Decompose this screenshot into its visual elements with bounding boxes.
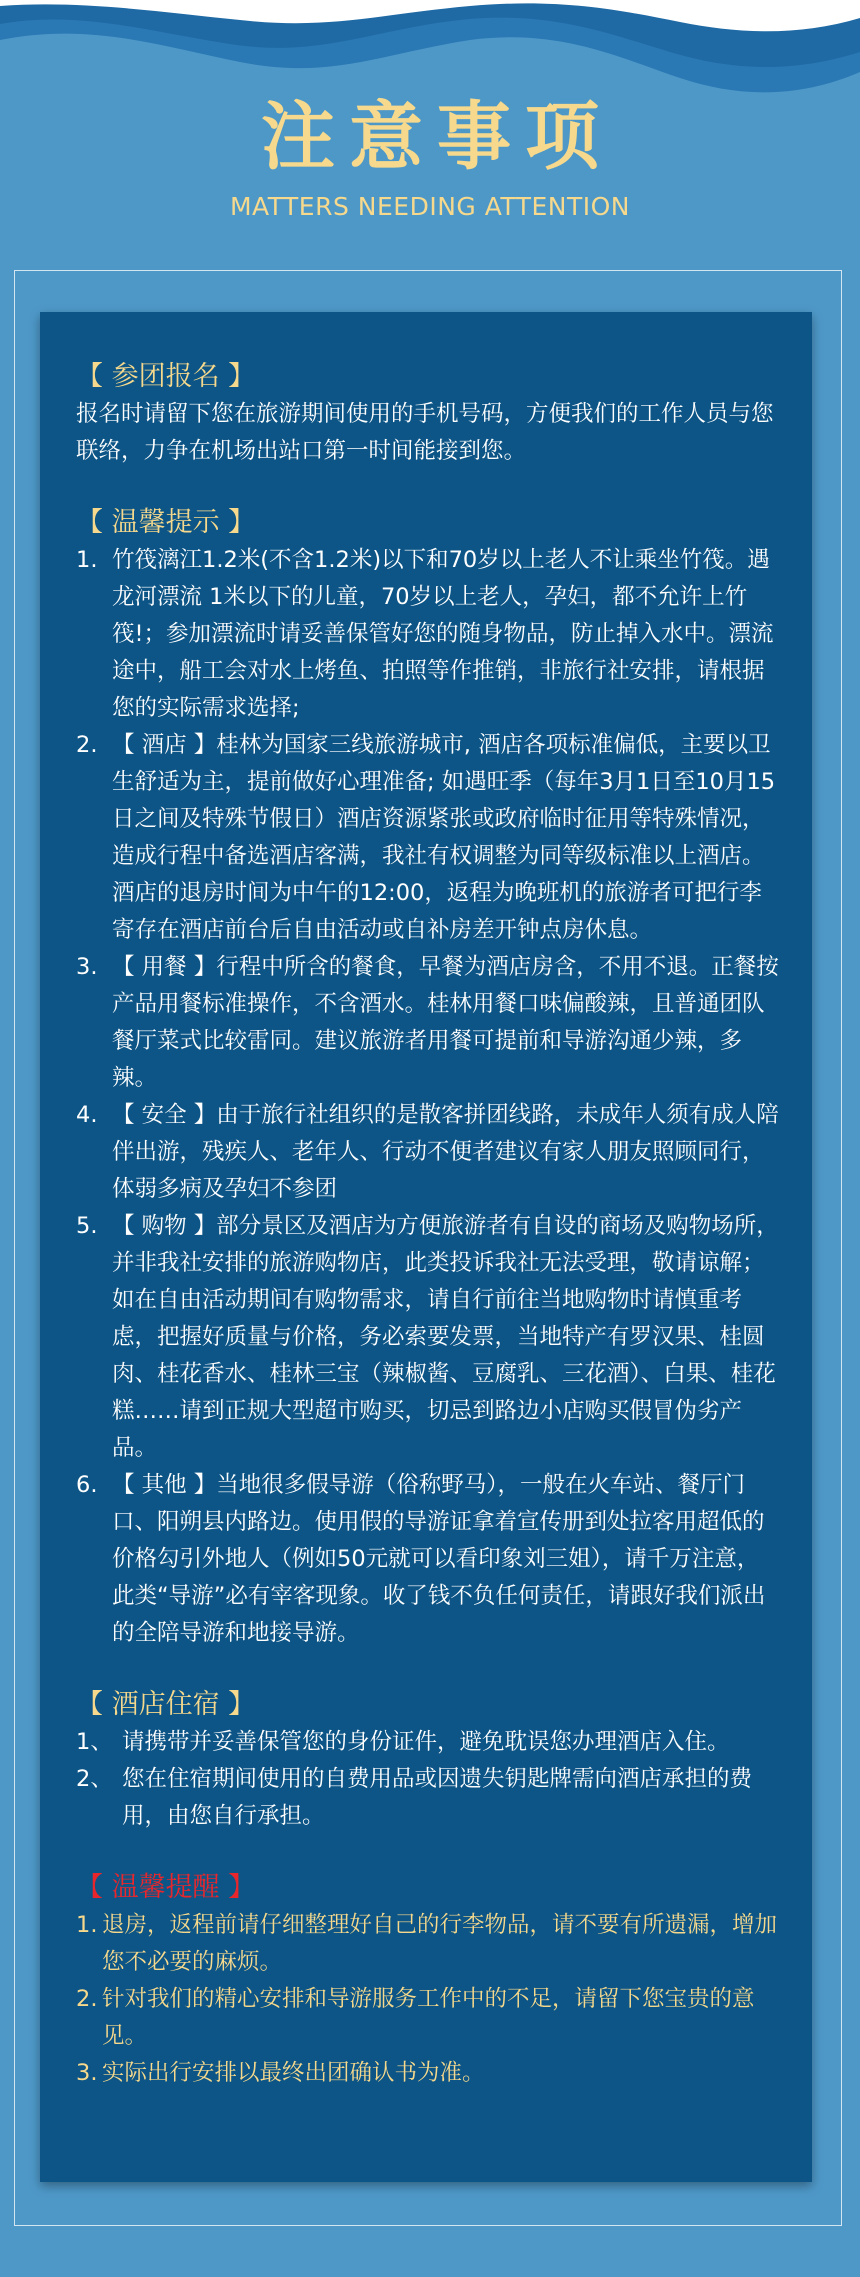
tips-heading: 【 温馨提示 】 xyxy=(76,507,256,538)
hotel-heading: 【 酒店住宿 】 xyxy=(76,1689,256,1720)
reminder-item xyxy=(76,1907,780,1981)
hotel-item-text: 请携带并妥善保管您的身份证件，避免耽误您办理酒店入住。 xyxy=(122,1729,730,1755)
reminder-item-number: 2. xyxy=(76,1986,98,2012)
reminder-item-text: 针对我们的精心安排和导游服务工作中的不足，请留下您宝贵的意见。 xyxy=(102,1986,755,2049)
page-header xyxy=(0,94,860,221)
tips-item-number: 1. xyxy=(76,547,98,573)
tips-item xyxy=(76,1467,780,1652)
tips-item xyxy=(76,1208,780,1467)
tips-item-number: 6. xyxy=(76,1472,98,1498)
reminder-item-text: 退房，返程前请仔细整理好自己的行李物品，请不要有所遗漏，增加您不必要的麻烦。 xyxy=(102,1912,778,1975)
hotel-item xyxy=(76,1724,780,1761)
reminder-heading: 【 温馨提醒 】 xyxy=(76,1872,256,1903)
reminder-item xyxy=(76,1981,780,2055)
reminder-item-number: 1. xyxy=(76,1912,98,1938)
tips-item-text: 【 购物 】部分景区及酒店为方便旅游者有自设的商场及购物场所，并非我社安排的旅游购物店，此类投诉我社无法受理，敬请谅解；如在自由活动期间有购物需求，请自行前往当地购物时请慎重考虑，把握好质量与价格，务必索要发票，当地特产有罗汉果、桂圆肉、桂花香水、桂林三宝（辣椒酱、豆腐乳、三花酒）、白果、桂花糕……请到正规大型超市购买，切忌到路边小店购买假冒伪劣产品。 xyxy=(112,1213,779,1461)
tips-item-number: 3. xyxy=(76,954,98,980)
tips-item-number: 2. xyxy=(76,732,98,758)
hotel-item xyxy=(76,1761,780,1835)
page-title: 注意事项 xyxy=(261,94,613,180)
tips-item-number: 5. xyxy=(76,1213,98,1239)
registration-heading: 【 参团报名 】 xyxy=(76,361,256,392)
tips-item-text: 【 用餐 】行程中所含的餐食，早餐为酒店房含，不用不退。正餐按产品用餐标准操作，不含酒水。桂林用餐口味偏酸辣，且普通团队餐厅菜式比较雷同。建议旅游者用餐可提前和导游沟通少辣，多辣。 xyxy=(112,954,779,1091)
tips-item-text: 竹筏漓江1.2米(不含1.2米)以下和70岁以上老人不让乘坐竹筏。遇龙河漂流 1米以下的儿童，70岁以上老人，孕妇，都不允许上竹筏!；参加漂流时请妥善保管好您的随身物品，防止掉入水中。漂流途中，船工会对水上烤鱼、拍照等作推销，非旅行社安排，请根据您的实际需求选择; xyxy=(112,547,774,721)
reminder-item-text: 实际出行安排以最终出团确认书为准。 xyxy=(102,2060,485,2086)
registration-text: 报名时请留下您在旅游期间使用的手机号码，方便我们的工作人员与您联络，力争在机场出站口第一时间能接到您。 xyxy=(76,401,774,464)
tips-item-text: 【 安全 】由于旅行社组织的是散客拼团线路，未成年人须有成人陪伴出游，残疾人、老年人、行动不便者建议有家人朋友照顾同行，体弱多病及孕妇不参团 xyxy=(112,1102,779,1202)
hotel-item-text: 您在住宿期间使用的自费用品或因遗失钥匙牌需向酒店承担的费用，由您自行承担。 xyxy=(122,1766,753,1829)
tips-item xyxy=(76,949,780,1097)
tips-item xyxy=(76,727,780,949)
tips-item xyxy=(76,1097,780,1208)
content-panel xyxy=(40,312,812,2182)
tips-item xyxy=(76,542,780,727)
tips-item-number: 4. xyxy=(76,1102,98,1128)
reminder-item xyxy=(76,2055,780,2092)
page-subtitle: MATTERS NEEDING ATTENTION xyxy=(229,192,631,221)
tips-item-text: 【 其他 】当地很多假导游（俗称野马），一般在火车站、餐厅门口、阳朔县内路边。使用假的导游证拿着宣传册到处拉客用超低的价格勾引外地人（例如50元就可以看印象刘三姐），请千万注意，此类“导游”必有宰客现象。收了钱不负任何责任，请跟好我们派出的全陪导游和地接导游。 xyxy=(112,1472,766,1646)
tips-item-text: 【 酒店 】桂林为国家三线旅游城市, 酒店各项标准偏低，主要以卫生舒适为主，提前做好心理准备; 如遇旺季（每年3月1日至10月15日之间及特殊节假日）酒店资源紧张或政府临时征用等特殊情况，造成行程中备选酒店客满，我社有权调整为同等级标准以上酒店。酒店的退房时间为中午的12:00，返程为晚班机的旅游者可把行李寄存在酒店前台后自由活动或自补房差开钟点房休息。 xyxy=(112,732,776,943)
hotel-item-number: 1、 xyxy=(76,1729,113,1755)
reminder-item-number: 3. xyxy=(76,2060,98,2086)
hotel-item-number: 2、 xyxy=(76,1766,113,1792)
